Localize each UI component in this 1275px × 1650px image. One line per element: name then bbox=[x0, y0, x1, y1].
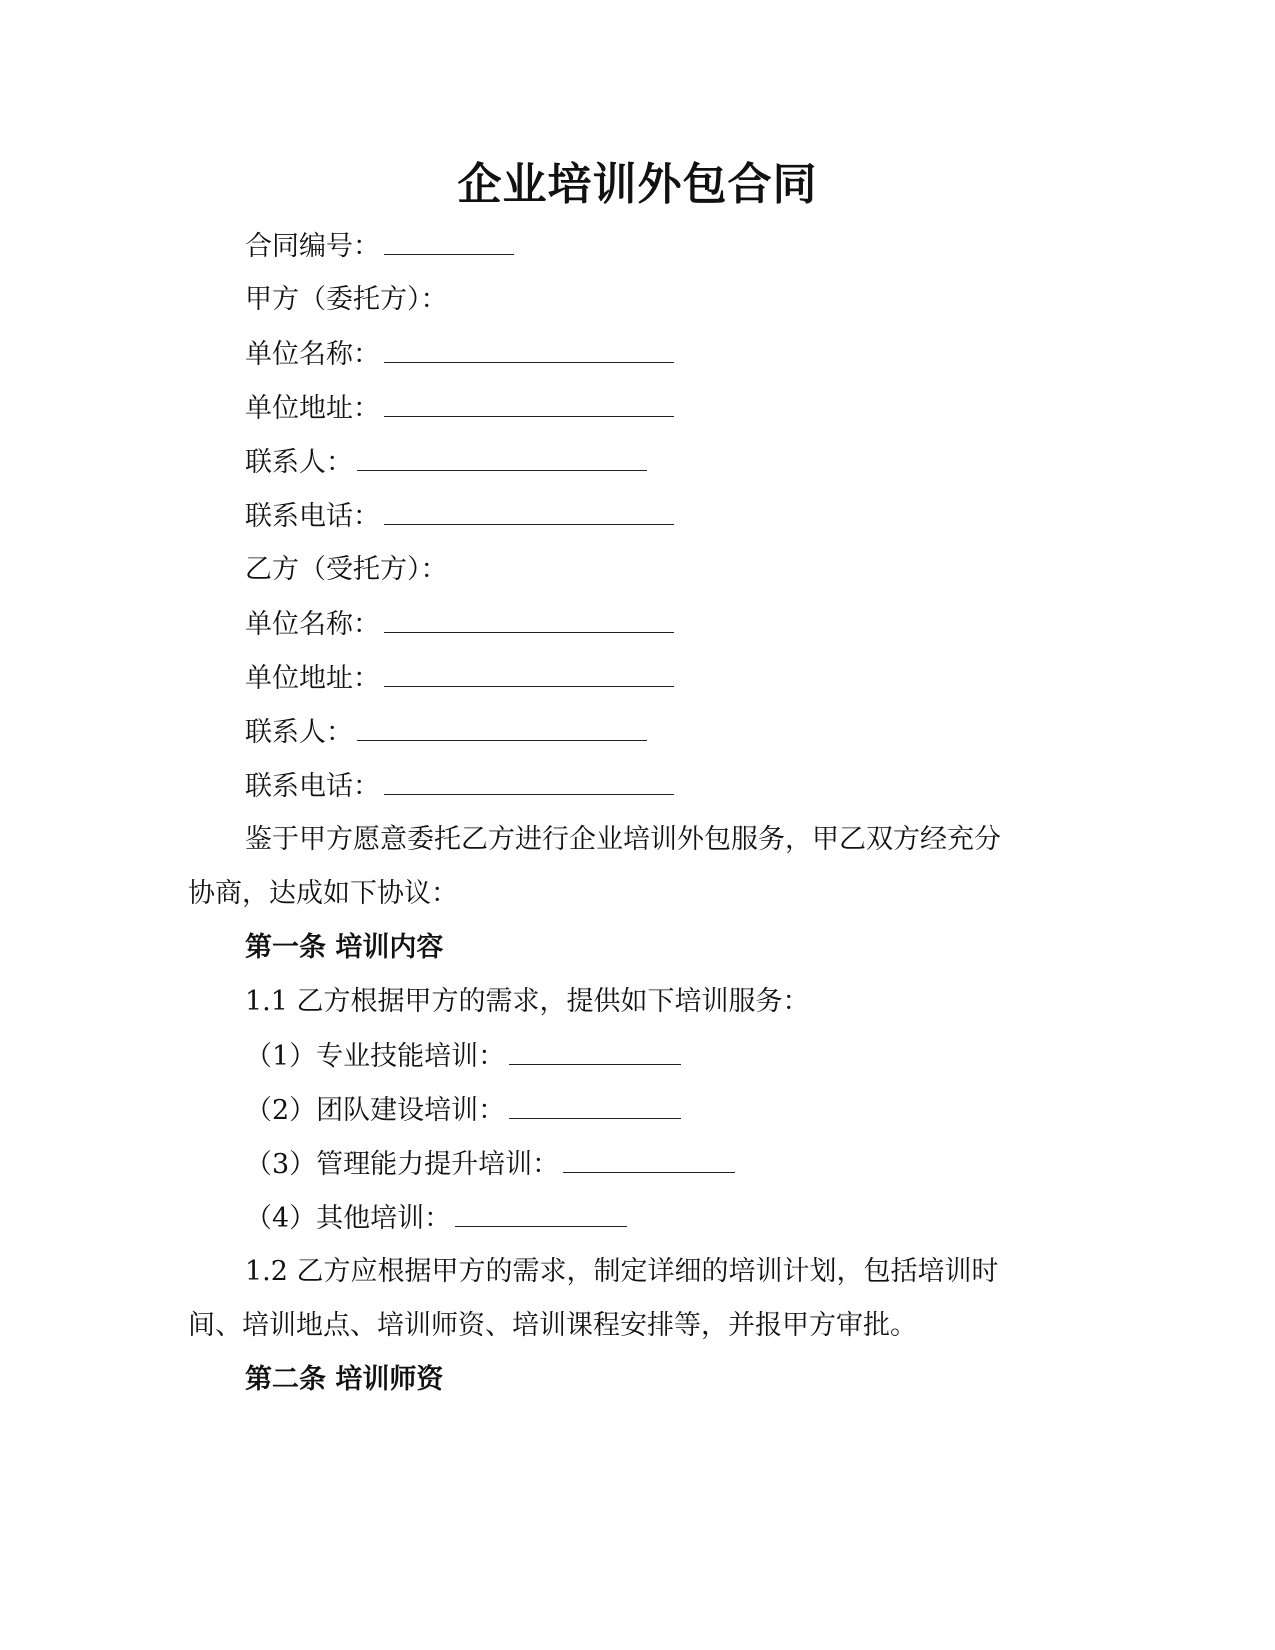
training-item-blank[interactable] bbox=[563, 1146, 735, 1173]
party-a-address-line bbox=[245, 390, 674, 427]
training-item-3 bbox=[245, 1146, 735, 1183]
party-b-address-line bbox=[245, 660, 674, 697]
party-b-name-label: 单位名称： bbox=[245, 609, 380, 640]
party-a-address-blank[interactable] bbox=[384, 390, 674, 417]
party-a-phone-line bbox=[245, 498, 674, 535]
training-item-blank[interactable] bbox=[455, 1200, 627, 1227]
party-b-contact-blank[interactable] bbox=[357, 714, 647, 741]
party-b-phone-line bbox=[245, 768, 674, 805]
contract-number-label: 合同编号： bbox=[245, 231, 380, 262]
party-a-name-line bbox=[245, 336, 674, 373]
party-b-contact-label: 联系人： bbox=[245, 717, 353, 748]
contract-number-line bbox=[245, 228, 514, 265]
party-b-heading: 乙方（受托方）： bbox=[245, 554, 448, 585]
training-item-label: （1）专业技能培训： bbox=[245, 1041, 506, 1072]
party-b-address-label: 单位地址： bbox=[245, 663, 380, 694]
party-b-name-blank[interactable] bbox=[384, 606, 674, 633]
training-item-4 bbox=[245, 1200, 627, 1237]
party-b-name-line bbox=[245, 606, 674, 643]
party-b-phone-label: 联系电话： bbox=[245, 771, 380, 802]
clause-1-1: 1.1 乙方根据甲方的需求，提供如下培训服务： bbox=[245, 986, 810, 1017]
training-item-blank[interactable] bbox=[509, 1038, 681, 1065]
article-2-heading: 第二条 培训师资 bbox=[245, 1364, 444, 1395]
article-1-heading: 第一条 培训内容 bbox=[245, 932, 444, 963]
training-item-1 bbox=[245, 1038, 681, 1075]
clause-1-2-line-1: 1.2 乙方应根据甲方的需求，制定详细的培训计划，包括培训时 bbox=[245, 1256, 999, 1287]
clause-1-2-line-2: 间、培训地点、培训师资、培训课程安排等，并报甲方审批。 bbox=[188, 1310, 917, 1341]
preamble-line-1: 鉴于甲方愿意委托乙方进行企业培训外包服务，甲乙双方经充分 bbox=[245, 824, 1001, 855]
party-a-phone-label: 联系电话： bbox=[245, 501, 380, 532]
party-a-heading: 甲方（委托方）： bbox=[245, 284, 448, 315]
party-a-contact-label: 联系人： bbox=[245, 447, 353, 478]
training-item-2 bbox=[245, 1092, 681, 1129]
training-item-label: （3）管理能力提升培训： bbox=[245, 1149, 560, 1180]
party-a-address-label: 单位地址： bbox=[245, 393, 380, 424]
party-a-contact-blank[interactable] bbox=[357, 444, 647, 471]
training-item-label: （4）其他培训： bbox=[245, 1203, 452, 1234]
training-item-label: （2）团队建设培训： bbox=[245, 1095, 506, 1126]
party-a-name-label: 单位名称： bbox=[245, 339, 380, 370]
party-a-name-blank[interactable] bbox=[384, 336, 674, 363]
party-a-contact-line bbox=[245, 444, 647, 481]
document-title: 企业培训外包合同 bbox=[457, 159, 818, 210]
party-b-contact-line bbox=[245, 714, 647, 751]
party-a-phone-blank[interactable] bbox=[384, 498, 674, 525]
contract-number-blank[interactable] bbox=[384, 228, 514, 255]
preamble-line-2: 协商，达成如下协议： bbox=[188, 878, 458, 909]
training-item-blank[interactable] bbox=[509, 1092, 681, 1119]
party-b-phone-blank[interactable] bbox=[384, 768, 674, 795]
party-b-address-blank[interactable] bbox=[384, 660, 674, 687]
